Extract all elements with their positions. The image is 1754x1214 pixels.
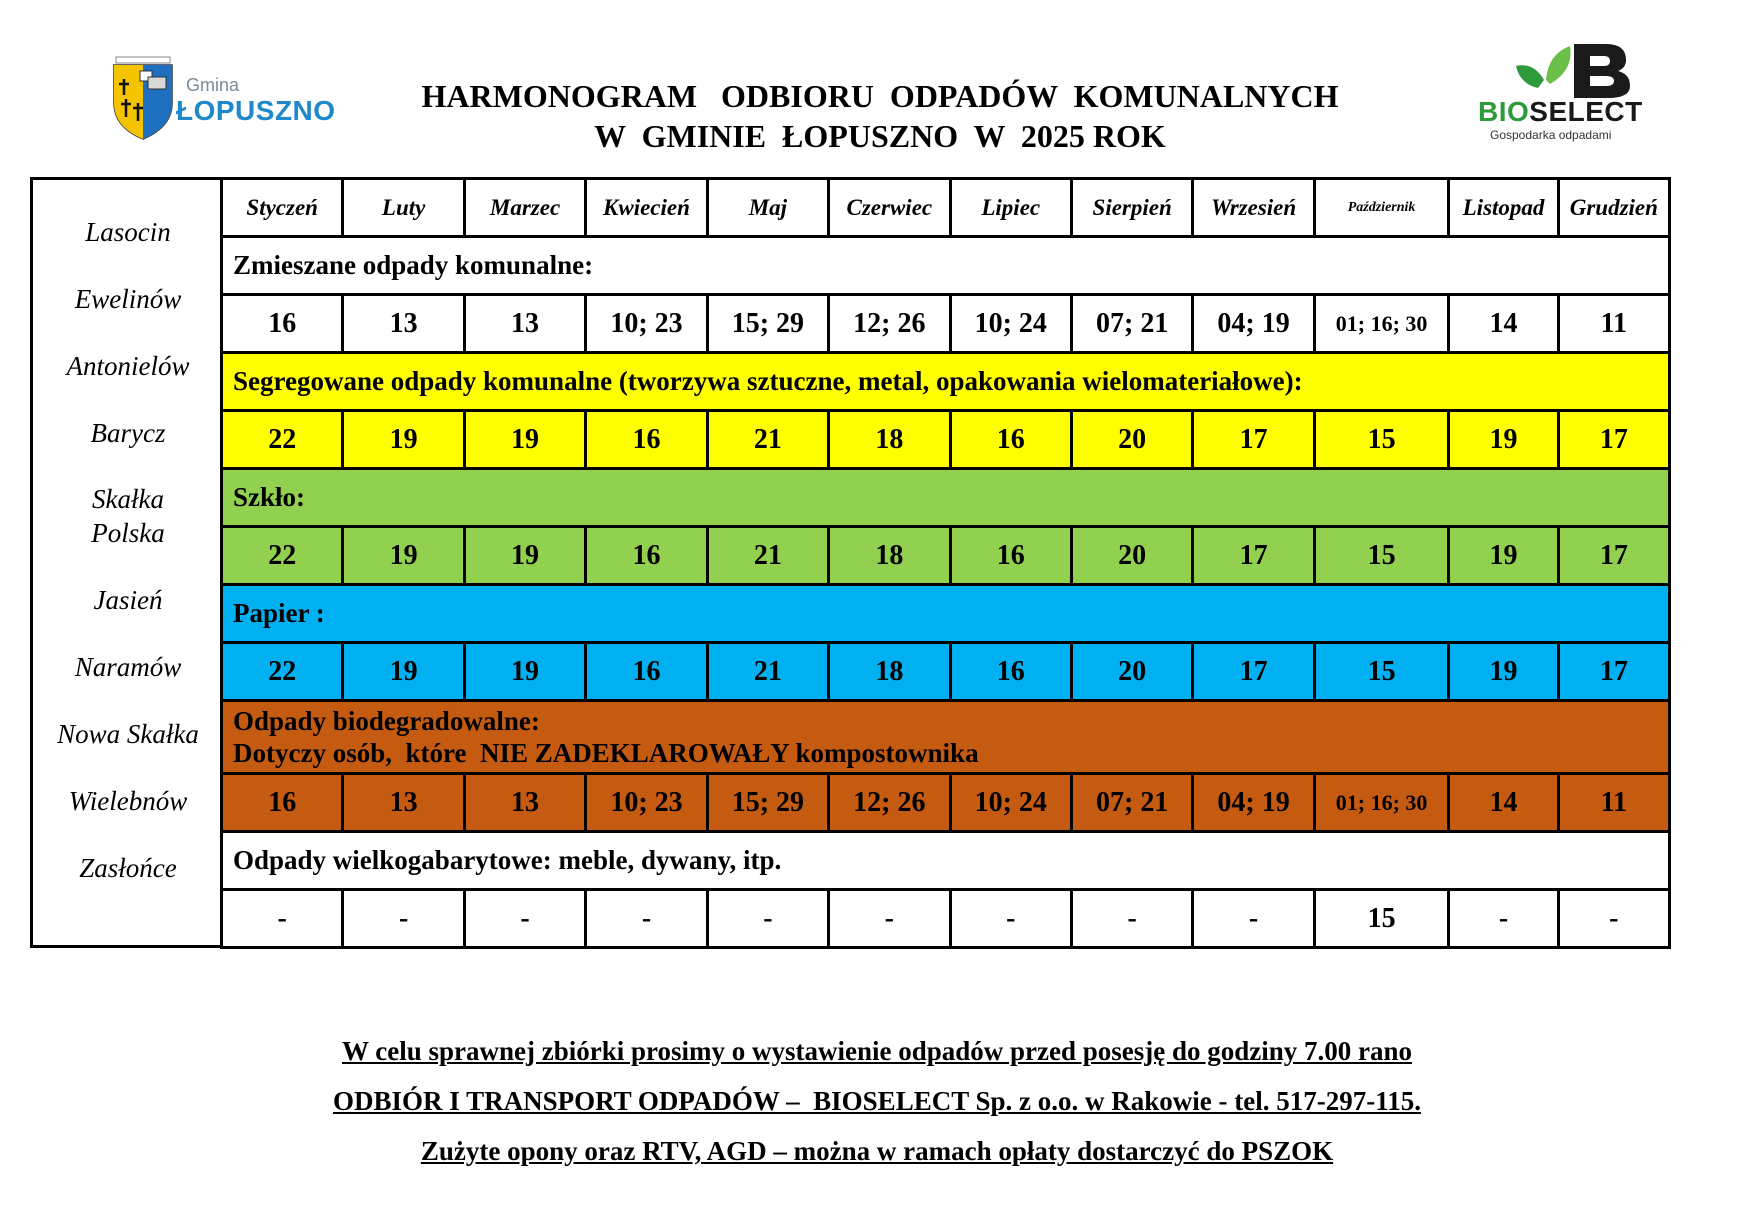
village-name: Jasień	[93, 585, 163, 615]
date-cell: 16	[586, 527, 707, 585]
village-name: Nowa Skałka	[57, 719, 199, 749]
paper-dates-row	[222, 643, 1670, 701]
bio-label-line-2: Dotyczy osób, które NIE ZADEKLAROWAŁY kompostownika	[233, 738, 979, 768]
date-cell: 20	[1071, 643, 1192, 701]
date-cell: 19	[1449, 643, 1558, 701]
crest-icon	[110, 55, 176, 141]
month-header: Wrzesień	[1193, 179, 1314, 237]
date-cell: 07; 21	[1071, 774, 1192, 832]
month-header: Marzec	[464, 179, 585, 237]
mixed-dates-row	[222, 295, 1670, 353]
date-cell: 19	[464, 411, 585, 469]
gmina-lopuszno-logo	[110, 55, 360, 145]
date-cell: 14	[1449, 295, 1558, 353]
date-cell: 10; 24	[950, 774, 1071, 832]
footer-note-2: ODBIÓR I TRANSPORT ODPADÓW – BIOSELECT Sp. z o.o. w Rakowie - tel. 517-297-115.	[333, 1086, 1421, 1116]
date-cell: 22	[222, 411, 343, 469]
village-name: Skałka	[92, 484, 164, 514]
month-header: Grudzień	[1558, 179, 1669, 237]
village-name: Naramów	[74, 652, 182, 682]
date-cell: 12; 26	[829, 774, 950, 832]
date-cell: 22	[222, 643, 343, 701]
schedule-table	[220, 177, 1671, 949]
page-title	[360, 76, 1400, 156]
date-cell: 19	[464, 527, 585, 585]
date-cell: 20	[1071, 411, 1192, 469]
mixed-label-row	[222, 237, 1670, 295]
date-cell: 18	[829, 643, 950, 701]
glass-waste-label: Szkło:	[222, 469, 1670, 527]
month-header: Czerwiec	[829, 179, 950, 237]
segregated-label-row	[222, 353, 1670, 411]
bio-label-line-1: Odpady biodegradowalne:	[233, 706, 540, 736]
date-cell: 22	[222, 527, 343, 585]
date-cell: 16	[950, 411, 1071, 469]
paper-waste-label: Papier :	[222, 585, 1670, 643]
bulky-waste-label: Odpady wielkogabarytowe: meble, dywany, itp.	[222, 832, 1670, 890]
date-cell: 15	[1314, 411, 1449, 469]
date-cell: 16	[586, 643, 707, 701]
date-cell: -	[707, 890, 828, 948]
months-row	[222, 179, 1670, 237]
date-cell: 19	[1449, 527, 1558, 585]
date-cell: 15; 29	[707, 774, 828, 832]
month-header: Luty	[343, 179, 464, 237]
date-cell: 11	[1558, 295, 1669, 353]
mixed-waste-label: Zmieszane odpady komunalne:	[222, 237, 1670, 295]
bioselect-logo	[1470, 40, 1680, 140]
date-cell: 13	[343, 295, 464, 353]
date-cell: 15; 29	[707, 295, 828, 353]
lopuszno-label: ŁOPUSZNO	[176, 95, 336, 126]
date-cell: 15	[1314, 890, 1449, 948]
date-cell: 13	[464, 774, 585, 832]
month-header: Październik	[1314, 179, 1449, 237]
paper-label-row	[222, 585, 1670, 643]
village-name: Barycz	[90, 418, 166, 448]
date-cell: 01; 16; 30	[1314, 774, 1449, 832]
date-cell: 07; 21	[1071, 295, 1192, 353]
date-cell: 21	[707, 411, 828, 469]
date-cell: 14	[1449, 774, 1558, 832]
date-cell: 19	[464, 643, 585, 701]
glass-dates-row	[222, 527, 1670, 585]
date-cell: 15	[1314, 527, 1449, 585]
date-cell: 19	[343, 643, 464, 701]
date-cell: 10; 23	[586, 774, 707, 832]
date-cell: 04; 19	[1193, 774, 1314, 832]
bio-waste-label	[222, 701, 1670, 774]
village-name: Antonielów	[66, 351, 190, 381]
village-name: Polska	[91, 518, 165, 548]
bulky-dates-row	[222, 890, 1670, 948]
title-line-1: HARMONOGRAM ODBIORU ODPADÓW KOMUNALNYCH	[421, 78, 1339, 114]
date-cell: 16	[586, 411, 707, 469]
date-cell: 12; 26	[829, 295, 950, 353]
date-cell: 16	[222, 774, 343, 832]
date-cell: 17	[1193, 411, 1314, 469]
date-cell: 16	[950, 643, 1071, 701]
date-cell: -	[1071, 890, 1192, 948]
date-cell: 17	[1558, 411, 1669, 469]
village-name: Zasłońce	[79, 853, 177, 883]
month-header: Sierpień	[1071, 179, 1192, 237]
footer-note-1: W celu sprawnej zbiórki prosimy o wystawienie odpadów przed posesję do godziny 7.00 rano	[341, 1036, 1413, 1066]
bulky-label-row	[222, 832, 1670, 890]
bioselect-leaf-b-icon	[1510, 40, 1650, 100]
month-header: Listopad	[1449, 179, 1558, 237]
month-header: Lipiec	[950, 179, 1071, 237]
date-cell: 19	[343, 527, 464, 585]
segregated-dates-row	[222, 411, 1670, 469]
village-name: Wielebnów	[68, 786, 188, 816]
date-cell: 15	[1314, 643, 1449, 701]
villages-column	[30, 177, 220, 948]
date-cell: 21	[707, 643, 828, 701]
date-cell: 04; 19	[1193, 295, 1314, 353]
month-header: Styczeń	[222, 179, 343, 237]
footer-note-3: Zużyte opony oraz RTV, AGD – można w ramach opłaty dostarczyć do PSZOK	[420, 1136, 1334, 1166]
gmina-label: Gmina	[186, 75, 240, 95]
village-name: Lasocin	[85, 217, 171, 247]
month-header: Kwiecień	[586, 179, 707, 237]
date-cell: -	[1558, 890, 1669, 948]
date-cell: 19	[1449, 411, 1558, 469]
date-cell: 18	[829, 527, 950, 585]
bioselect-name: BIOSELECT	[1478, 96, 1643, 127]
date-cell: 19	[343, 411, 464, 469]
date-cell: -	[1193, 890, 1314, 948]
date-cell: 13	[343, 774, 464, 832]
date-cell: 21	[707, 527, 828, 585]
village-name: Ewelinów	[74, 284, 182, 314]
date-cell: 13	[464, 295, 585, 353]
date-cell: 01; 16; 30	[1314, 295, 1449, 353]
date-cell: -	[464, 890, 585, 948]
date-cell: -	[222, 890, 343, 948]
date-cell: 11	[1558, 774, 1669, 832]
date-cell: 10; 23	[586, 295, 707, 353]
date-cell: 17	[1558, 527, 1669, 585]
glass-label-row	[222, 469, 1670, 527]
date-cell: 18	[829, 411, 950, 469]
date-cell: 16	[950, 527, 1071, 585]
date-cell: 20	[1071, 527, 1192, 585]
date-cell: 17	[1193, 527, 1314, 585]
bioselect-subtitle: Gospodarka odpadami	[1490, 128, 1612, 142]
date-cell: 16	[222, 295, 343, 353]
month-header: Maj	[707, 179, 828, 237]
date-cell: -	[829, 890, 950, 948]
date-cell: 17	[1558, 643, 1669, 701]
bio-label-row	[222, 701, 1670, 774]
date-cell: 10; 24	[950, 295, 1071, 353]
date-cell: 17	[1193, 643, 1314, 701]
date-cell: -	[1449, 890, 1558, 948]
segregated-waste-label: Segregowane odpady komunalne (tworzywa sztuczne, metal, opakowania wielomateriałowe):	[222, 353, 1670, 411]
bio-dates-row	[222, 774, 1670, 832]
title-line-2: W GMINIE ŁOPUSZNO W 2025 ROK	[594, 118, 1166, 154]
date-cell: -	[586, 890, 707, 948]
date-cell: -	[343, 890, 464, 948]
date-cell: -	[950, 890, 1071, 948]
